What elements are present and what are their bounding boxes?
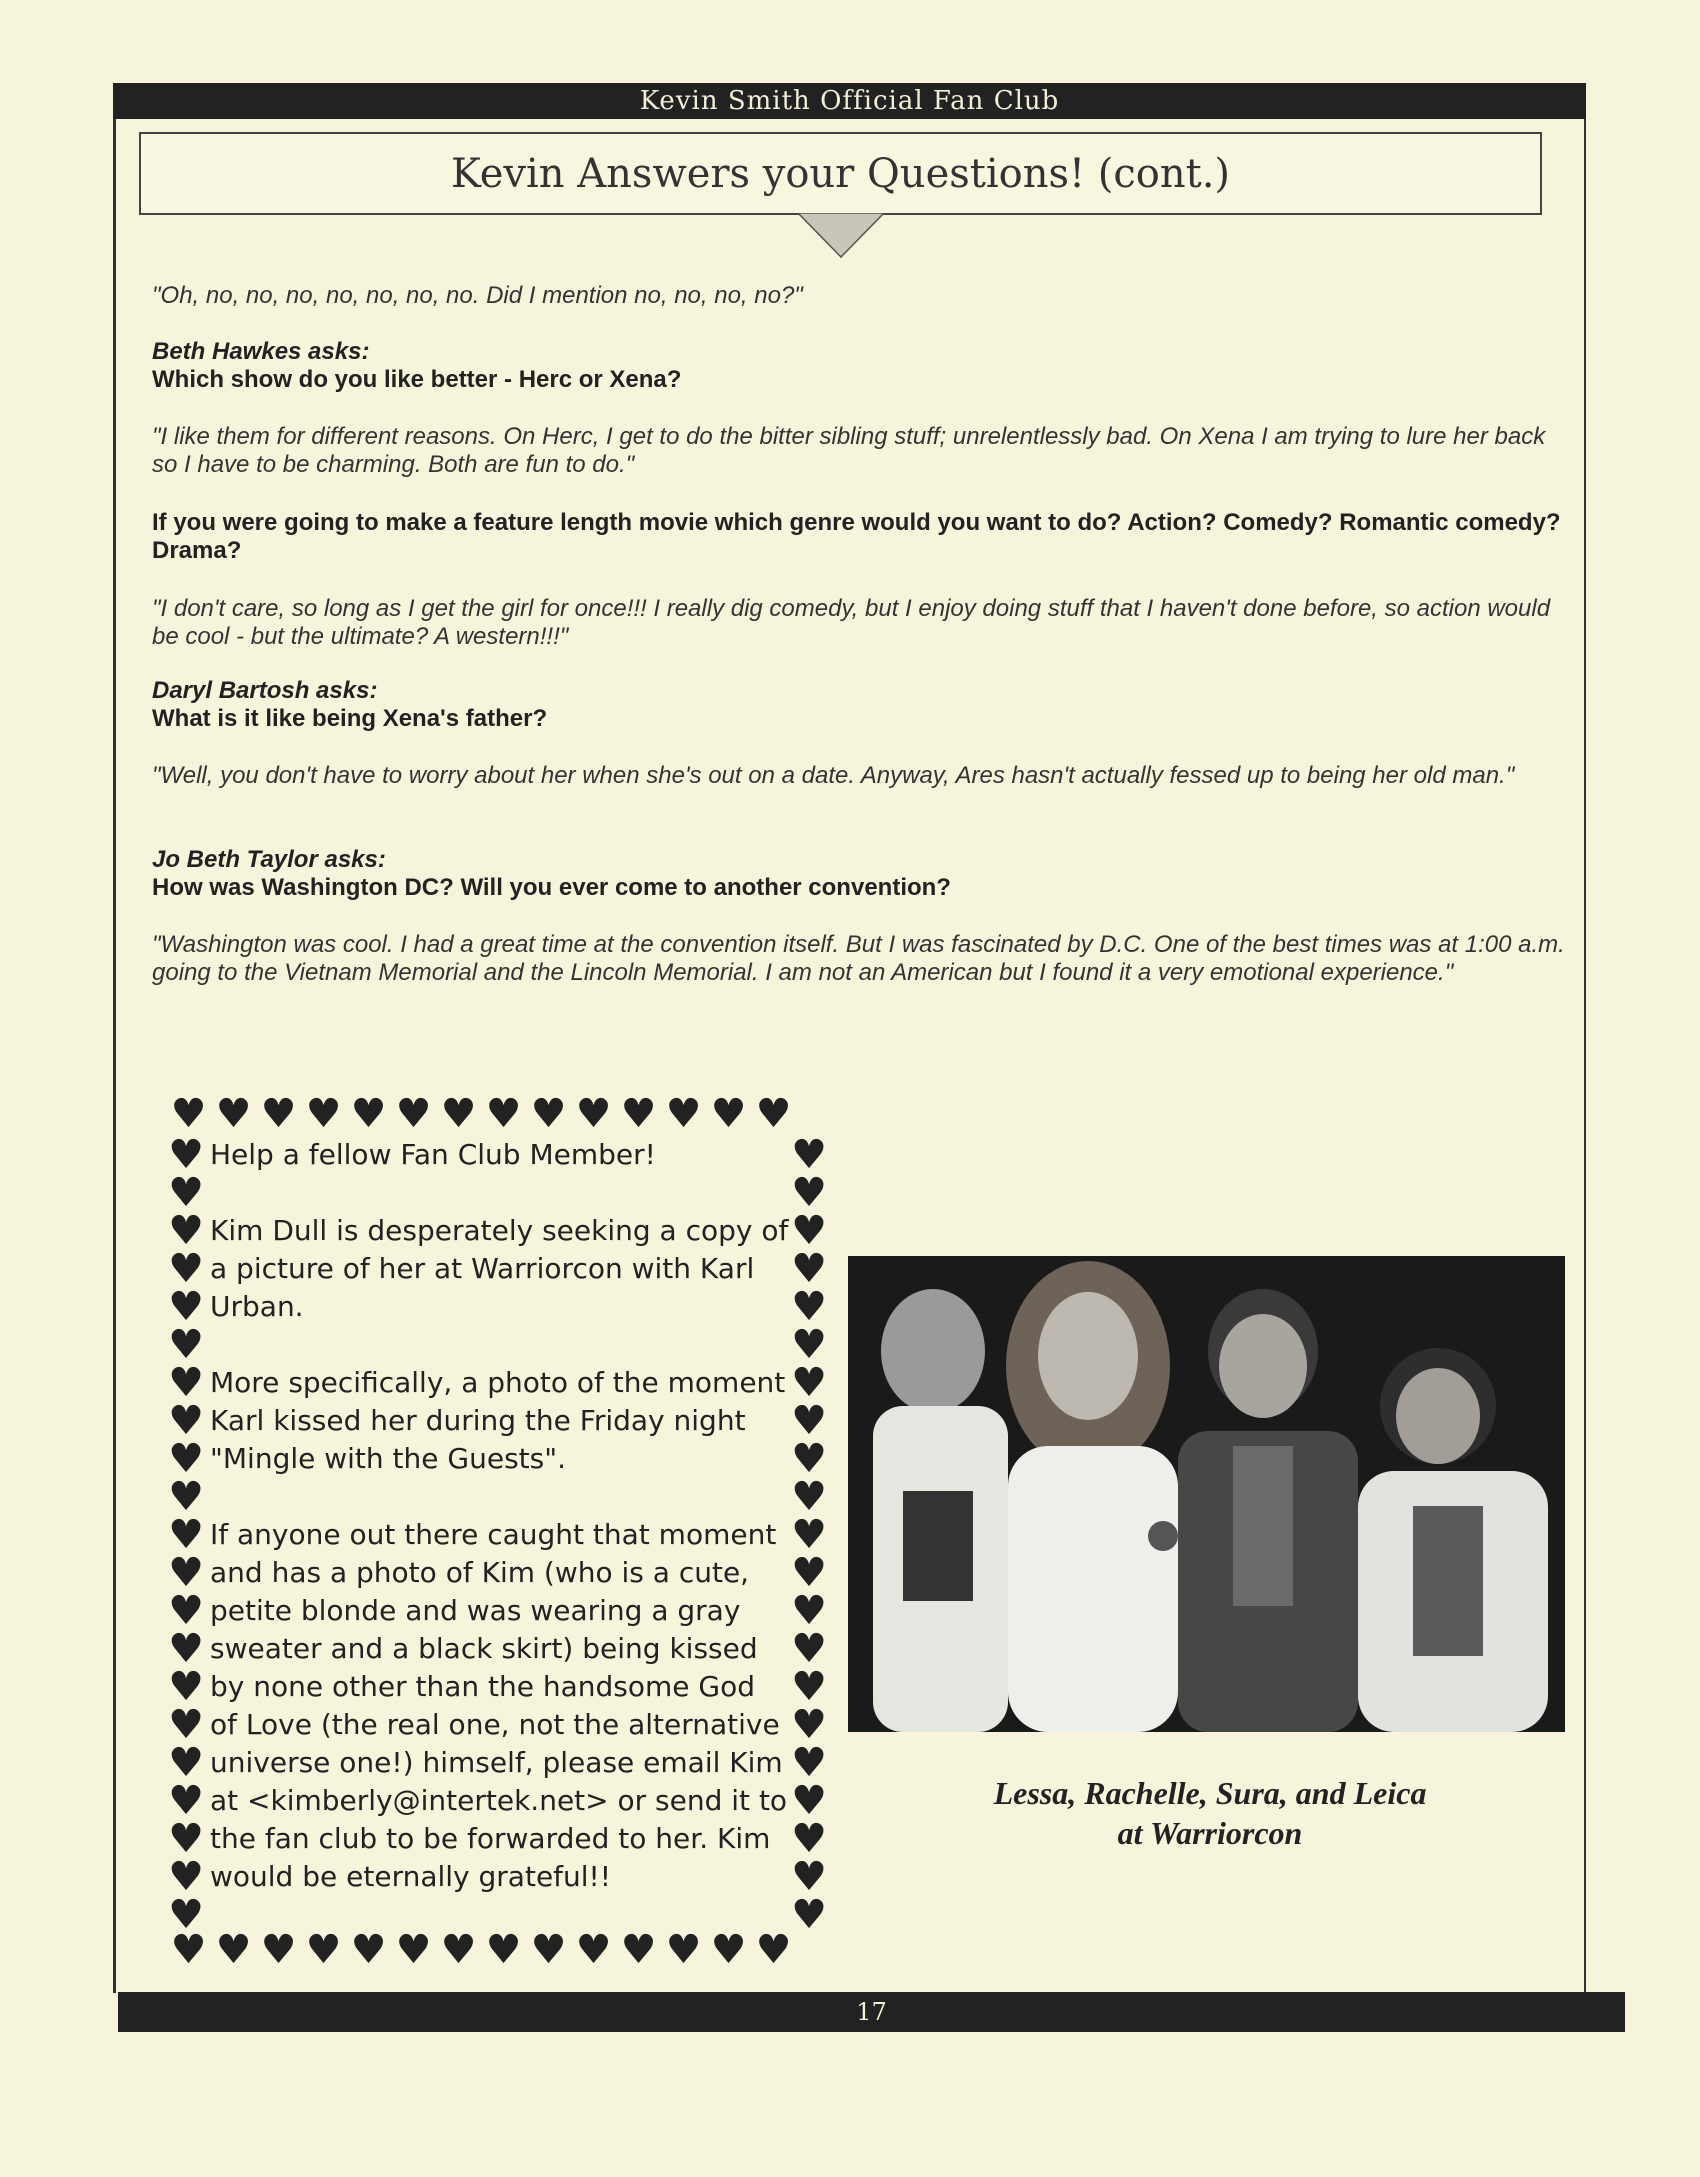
heart-icon: ♥ [395, 1091, 432, 1137]
heart-icon: ♥ [168, 1512, 204, 1558]
answer-0: "Oh, no, no, no, no, no, no, no. Did I mention no, no, no, no?" [152, 282, 803, 309]
heart-icon: ♥ [791, 1588, 827, 1634]
heart-icon: ♥ [350, 1091, 387, 1137]
heart-border-right [789, 1132, 829, 1938]
heart-icon: ♥ [665, 1927, 702, 1973]
heart-icon: ♥ [168, 1702, 204, 1748]
heart-icon: ♥ [170, 1091, 207, 1137]
heart-icon: ♥ [791, 1322, 827, 1368]
header-bar [113, 83, 1586, 119]
heart-icon: ♥ [791, 1436, 827, 1482]
heart-icon: ♥ [530, 1091, 567, 1137]
notice-box [210, 1136, 790, 1934]
question-3: What is it like being Xena's father? [152, 705, 548, 732]
heart-border-bottom [166, 1927, 796, 1973]
heart-border-top [166, 1091, 796, 1137]
notice-paragraph: Kim Dull is desperately seeking a copy of a picture of her at Warriorcon with Karl Urban. [210, 1214, 789, 1323]
heart-icon: ♥ [168, 1626, 204, 1672]
heart-icon: ♥ [791, 1474, 827, 1520]
heart-icon: ♥ [575, 1091, 612, 1137]
heart-icon: ♥ [791, 1284, 827, 1330]
heart-icon: ♥ [791, 1132, 827, 1178]
heart-icon: ♥ [791, 1550, 827, 1596]
answer-3: "Well, you don't have to worry about her when she's out on a date. Anyway, Ares hasn't actually fessed up to being her old man." [152, 762, 1515, 789]
heart-icon: ♥ [168, 1588, 204, 1634]
heart-icon: ♥ [755, 1091, 792, 1137]
heart-icon: ♥ [168, 1360, 204, 1406]
club-name: Kevin Smith Official Fan Club [639, 86, 1060, 116]
heart-icon: ♥ [168, 1892, 204, 1938]
notice-heading: Help a fellow Fan Club Member! [210, 1138, 656, 1171]
heart-icon: ♥ [305, 1091, 342, 1137]
frame-right-rule [1584, 119, 1586, 1993]
question-2: If you were going to make a feature length movie which genre would you want to do? Action? Comedy? Romantic comedy? Drama? [152, 509, 1561, 564]
heart-icon: ♥ [791, 1892, 827, 1938]
question-1: Which show do you like better - Herc or Xena? [152, 366, 682, 393]
asker-3: Daryl Bartosh asks: [152, 677, 378, 704]
heart-icon: ♥ [710, 1091, 747, 1137]
heart-icon: ♥ [791, 1740, 827, 1786]
caption-line: at Warriorcon [1117, 1815, 1303, 1851]
heart-icon: ♥ [791, 1208, 827, 1254]
heart-icon: ♥ [791, 1626, 827, 1672]
group-photo [848, 1256, 1565, 1732]
heart-icon: ♥ [168, 1398, 204, 1444]
heart-icon: ♥ [575, 1927, 612, 1973]
heart-icon: ♥ [791, 1246, 827, 1292]
heart-icon: ♥ [168, 1284, 204, 1330]
heart-icon: ♥ [755, 1927, 792, 1973]
heart-icon: ♥ [485, 1927, 522, 1973]
notice-paragraph: If anyone out there caught that moment and has a photo of Kim (who is a cute, petite blonde and was wearing a gray sweater and a black skirt) being kissed by none other than the handsome God of Love (the real one, not the alternative universe one!) himself, please email Kim at <kimberly@intertek.net> or send it to the fan club to be forwarded to her. Kim would be eternally grateful!! [210, 1518, 788, 1893]
heart-icon: ♥ [665, 1091, 702, 1137]
asker-4: Jo Beth Taylor asks: [152, 846, 386, 873]
heart-icon: ♥ [260, 1927, 297, 1973]
heart-icon: ♥ [350, 1927, 387, 1973]
heart-icon: ♥ [440, 1091, 477, 1137]
heart-icon: ♥ [791, 1702, 827, 1748]
heart-icon: ♥ [395, 1927, 432, 1973]
heart-border-left [166, 1132, 206, 1938]
heart-icon: ♥ [168, 1208, 204, 1254]
heart-icon: ♥ [215, 1927, 252, 1973]
heart-icon: ♥ [168, 1664, 204, 1710]
answer-4: "Washington was cool. I had a great time at the convention itself. But I was fascinated by D.C. One of the best times was at 1:00 a.m. going to the Vietnam Memorial and the Lincoln Memorial. I am not an American but I found it a very emotional experience." [152, 931, 1565, 986]
heart-icon: ♥ [791, 1360, 827, 1406]
heart-icon: ♥ [791, 1170, 827, 1216]
heart-icon: ♥ [168, 1322, 204, 1368]
page-number: 17 [856, 1998, 887, 2026]
photo-caption [900, 1773, 1520, 1853]
heart-icon: ♥ [168, 1740, 204, 1786]
heart-icon: ♥ [168, 1132, 204, 1178]
heart-icon: ♥ [791, 1512, 827, 1558]
heart-icon: ♥ [170, 1927, 207, 1973]
heart-icon: ♥ [791, 1854, 827, 1900]
heart-icon: ♥ [791, 1778, 827, 1824]
title-pointer-icon [798, 213, 884, 259]
page-title: Kevin Answers your Questions! (cont.) [450, 151, 1231, 197]
heart-icon: ♥ [168, 1816, 204, 1862]
frame-left-rule [113, 119, 116, 1993]
heart-icon: ♥ [168, 1550, 204, 1596]
heart-icon: ♥ [215, 1091, 252, 1137]
heart-icon: ♥ [710, 1927, 747, 1973]
heart-icon: ♥ [485, 1091, 522, 1137]
heart-icon: ♥ [168, 1436, 204, 1482]
answer-1: "I like them for different reasons. On Herc, I get to do the bitter sibling stuff; unrelentlessly bad. On Xena I am trying to lure her back so I have to be charming. Both are fun to do." [152, 423, 1546, 478]
answer-2: "I don't care, so long as I get the girl for once!!! I really dig comedy, but I enjoy doing stuff that I haven't done before, so action would be cool - but the ultimate? A western!!!" [152, 595, 1551, 650]
heart-icon: ♥ [620, 1927, 657, 1973]
heart-icon: ♥ [305, 1927, 342, 1973]
heart-icon: ♥ [260, 1091, 297, 1137]
heart-icon: ♥ [440, 1927, 477, 1973]
asker-1: Beth Hawkes asks: [152, 338, 370, 365]
caption-line: Lessa, Rachelle, Sura, and Leica [993, 1775, 1427, 1811]
heart-icon: ♥ [791, 1398, 827, 1444]
heart-icon: ♥ [620, 1091, 657, 1137]
title-box [139, 132, 1542, 215]
heart-icon: ♥ [168, 1474, 204, 1520]
footer-bar [118, 1992, 1625, 2032]
question-4: How was Washington DC? Will you ever come to another convention? [152, 874, 951, 901]
heart-icon: ♥ [791, 1816, 827, 1862]
heart-icon: ♥ [168, 1778, 204, 1824]
heart-icon: ♥ [168, 1246, 204, 1292]
heart-icon: ♥ [530, 1927, 567, 1973]
heart-icon: ♥ [168, 1854, 204, 1900]
heart-icon: ♥ [168, 1170, 204, 1216]
heart-icon: ♥ [791, 1664, 827, 1710]
notice-paragraph: More specifically, a photo of the moment Karl kissed her during the Friday night "Mingle with the Guests". [210, 1366, 786, 1475]
